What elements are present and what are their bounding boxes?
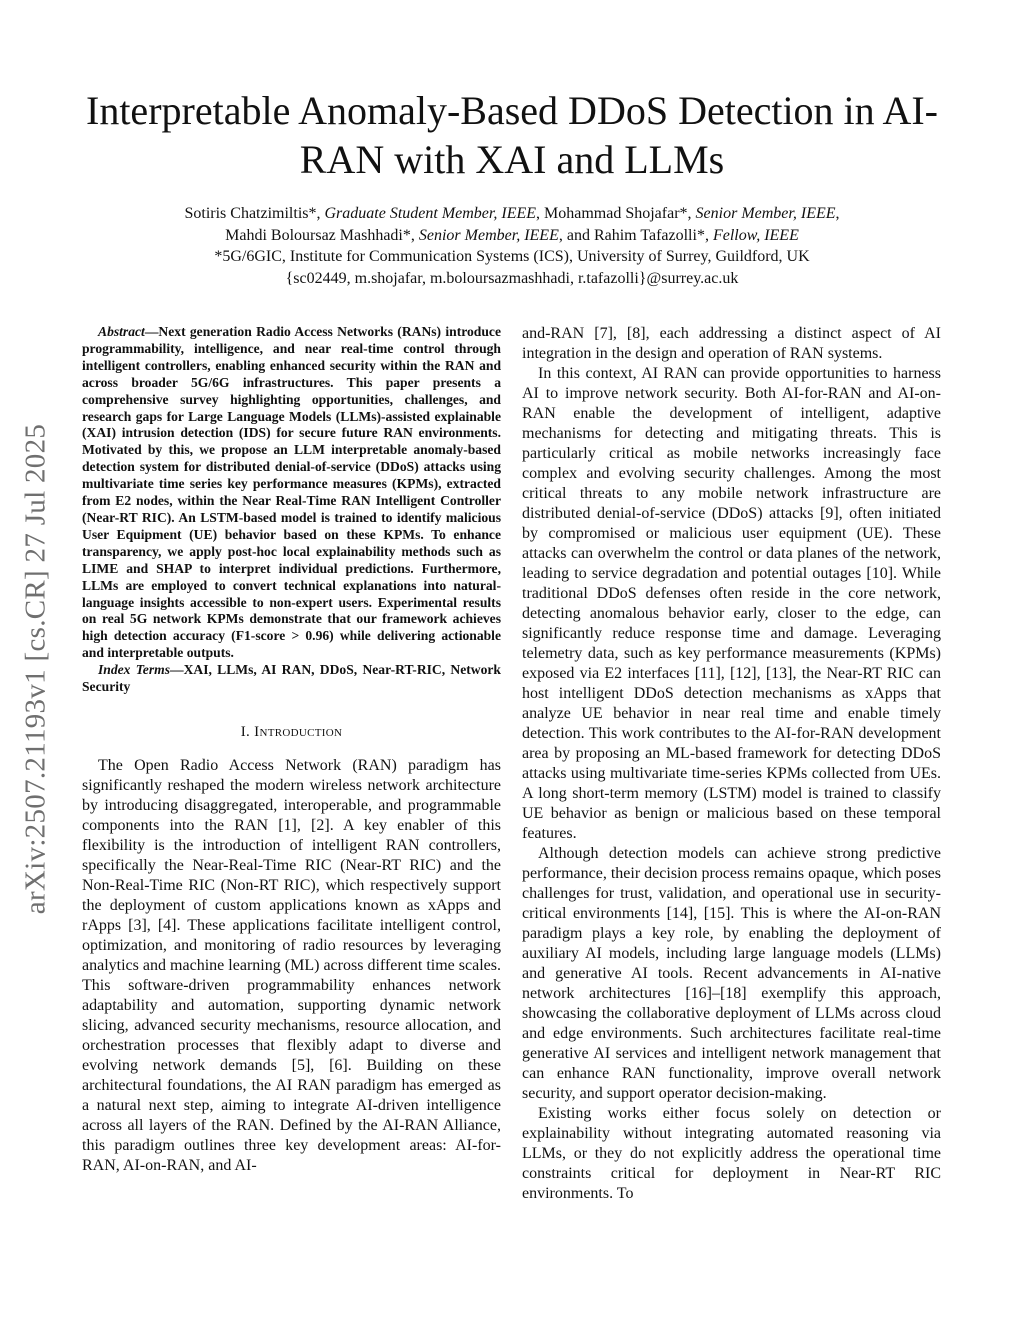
paragraph: Existing works either focus solely on detection or explainability without integrating automated reasoning via LLMs, or they do not explicitly address the operational time constraints critical for deployment in Near-RT RIC environments. To (522, 1105, 941, 1202)
right-column (522, 324, 941, 1204)
arxiv-identifier: arXiv:2507.21193v1 [cs.CR] 27 Jul 2025 (19, 423, 52, 915)
abstract (82, 324, 501, 662)
index-terms-heading: Index Terms (98, 662, 170, 678)
author-1-name: Sotiris Chatzimiltis*, (184, 205, 325, 222)
author-block (60, 203, 964, 289)
paragraph: Although detection models can achieve strong predictive performance, their decision process remains opaque, which poses challenges for trust, validation, and operational use in security-critical environments [14], [15]. This is where the AI-on-RAN paradigm plays a key role, by enabling the deployment of auxiliary AI models, including large language models (LLMs) and generative AI tools. Recent advancements in AI-native network architectures [16]–[18] exemplify this approach, showcasing the collaborative deployment of LLMs across cloud and edge environments. Such architectures facilitate real-time generative AI services and intelligent network management that can enhance RAN functionality, improve overall network security, and support operator decision-making. (522, 845, 941, 1102)
author-3-name: Mahdi Boloursaz Mashhadi*, (225, 226, 419, 244)
paper-title: Interpretable Anomaly-Based DDoS Detection in AI-RAN with XAI and LLMs (86, 88, 938, 182)
paragraph: The Open Radio Access Network (RAN) paradigm has significantly reshaped the modern wireless network architecture by introducing disaggregated, interoperable, and programmable components into the RAN [1], [2]. A key enabler of this flexibility is the introduction of intelligent RAN controllers, specifically the Near-Real-Time RIC (Near-RT RIC) and the Non-Real-Time RIC (Non-RT RIC), which respectively support the deployment of custom applications known as xApps and rApps [3], [4]. These applications facilitate intelligent control, optimization, and monitoring of radio resources by leveraging analytics and machine learning (ML) across different time scales. This software-driven programmability enhances network adaptability and automation, supporting dynamic network slicing, advanced security mechanisms, resource allocation, and orchestration processes that flexibly adapt to diverse and evolving network demands [5], [6]. Building on these architectural foundations, the AI RAN paradigm has emerged as a natural next step, aiming to integrate AI-driven intelligence across all layers of the RAN. Defined by the AI-RAN Alliance, this paradigm outlines three key development areas: AI-for-RAN, AI-on-RAN, and AI- (82, 756, 501, 1174)
author-line-1: Sotiris Chatzimiltis*, Graduate Student Member, IEEE, Mohammad Shojafar*, Senior Member, IEEE, (184, 205, 840, 222)
section-heading-introduction (82, 722, 501, 742)
abstract-text: —Next generation Radio Access Networks (RANs) introduce programmability, intelligence, and near real-time control through intelligent controllers, enabling enhanced security within the RAN and across broader 5G/6G infrastructures. This paper presents a comprehensive survey highlighting opportunities, challenges, and research gaps for Large Language Models (LLMs)-assisted explainable (XAI) intrusion detection (IDS) for secure future RAN environments. Motivated by this, we propose an LLM interpretable anomaly-based detection system for distributed denial-of-service (DDoS) attacks using multivariate time series key performance measures (KPMs), extracted from E2 nodes, within the Near Real-Time RAN Intelligent Controller (Near-RT RIC). An LSTM-based model is trained to identify malicious User Equipment (UE) behavior based on these KPMs. To enhance transparency, we apply post-hoc local explainability methods such as LIME and SHAP to interpret individual predictions. Furthermore, LLMs are employed to convert technical explanations into natural-language insights accessible to non-expert users. Experimental results on real 5G network KPMs demonstrate that our framework achieves high detection accuracy (F1-score > 0.96) while delivering actionable and interpretable outputs. (82, 324, 501, 661)
section-title: Introduction (254, 723, 343, 740)
paragraph: and-RAN [7], [8], each addressing a distinct aspect of AI integration in the design and operation of RAN systems. (522, 325, 941, 362)
abstract-heading: Abstract (98, 324, 145, 339)
author-2-role: Senior Member, IEEE (695, 205, 836, 222)
left-column (82, 324, 501, 1176)
author-line-2 (60, 225, 964, 247)
author-4-role: Fellow, IEEE (712, 226, 799, 244)
author-1-role: Graduate Student Member, IEEE (324, 205, 537, 222)
index-terms (82, 662, 501, 696)
author-3-role: Senior Member, IEEE (418, 226, 559, 244)
index-terms-text: —XAI, LLMs, AI RAN, DDoS, Near-RT-RIC, Network Security (82, 662, 501, 695)
section-number: I. (240, 723, 255, 740)
author-2-name: , Mohammad Shojafar*, (536, 205, 696, 222)
author-4-name: , and Rahim Tafazolli*, (558, 226, 713, 244)
author-emails: {sc02449, m.shojafar, m.boloursazmashhadi, r.tafazolli}@surrey.ac.uk (285, 269, 739, 287)
affiliation: *5G/6GIC, Institute for Communication Systems (ICS), University of Surrey, Guildford, UK (214, 248, 810, 265)
arxiv-side-stamp (14, 378, 58, 960)
paragraph: In this context, AI RAN can provide opportunities to harness AI to improve network security. Both AI-for-RAN and AI-on-RAN enable the development of intelligent, adaptive mechanisms for detecting and mitigating threats. This is particularly critical as mobile networks increasingly face complex and evolving security challenges. Among the most critical threats to any mobile network infrastructure are distributed denial-of-service (DDoS) attacks [9], often initiated by compromised or malicious user equipment (UE). These attacks can overwhelm the control or data planes of the network, leading to service degradation and potential outages [10]. While traditional DDoS defenses often reside in the core network, detecting anomalous behavior early, closer to the edge, can significantly reduce response time and damage. Leveraging telemetry data, such as key performance measurements (KPMs) exposed via E2 interfaces [11], [12], [13], the Near-RT RIC can host intelligent DDoS detection mechanisms as xApps that analyze UE behavior in near real time and enable timely detection. This work contributes to the AI-for-RAN development area by proposing an ML-based framework for detecting DDoS attacks using multivariate time-series KPMs collected from UEs. A long short-term memory (LSTM) model is trained to classify UE behavior as benign or malicious based on these temporal features. (522, 365, 941, 842)
